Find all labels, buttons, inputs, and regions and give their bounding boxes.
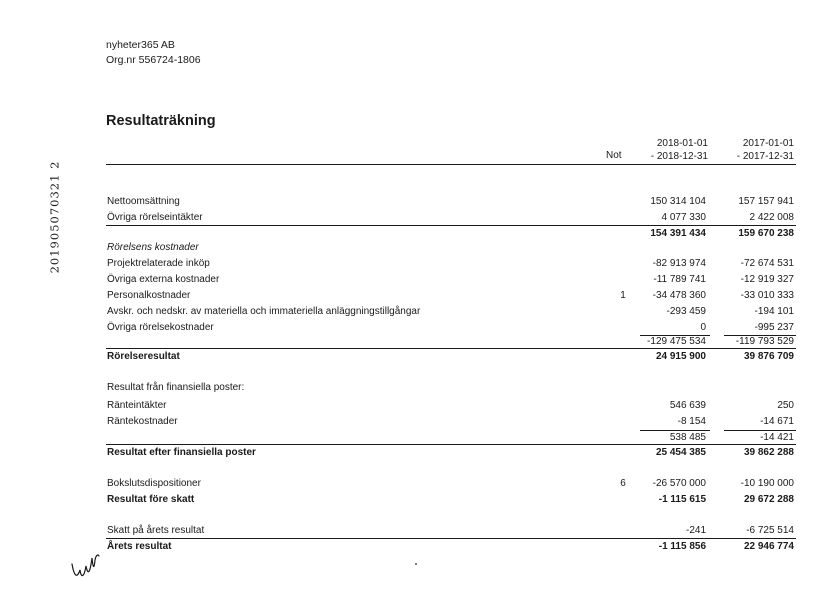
- row-value-2018: -34 478 360: [652, 290, 706, 301]
- subtotal-2017: 159 670 238: [738, 228, 794, 239]
- section-heading-row: [107, 242, 794, 258]
- row-value-2017: 157 157 941: [738, 196, 794, 207]
- rule: [106, 225, 796, 226]
- row-value-2018: 546 639: [669, 400, 706, 411]
- row-value-2018: -26 570 000: [652, 478, 706, 489]
- table-row: [107, 196, 794, 212]
- rule: [724, 430, 796, 431]
- header-rule: [106, 164, 796, 165]
- row-value-2017: -194 101: [754, 306, 794, 317]
- col1-to: - 2018-12-31: [650, 151, 708, 162]
- row-label: Nettoomsättning: [107, 196, 180, 207]
- stray-dot: [415, 563, 417, 565]
- result-row: [107, 494, 794, 510]
- row-value-2018: 25 454 385: [655, 447, 706, 458]
- row-value-2018: -293 459: [666, 306, 706, 317]
- col2-to: - 2017-12-31: [736, 151, 794, 162]
- row-label: Bokslutsdispositioner: [107, 478, 201, 489]
- subtotal-2017: -14 421: [760, 432, 794, 443]
- table-row: [107, 478, 794, 494]
- table-row: [107, 258, 794, 274]
- row-label: Skatt på årets resultat: [107, 525, 205, 536]
- company-name: nyheter365 AB: [106, 39, 175, 51]
- row-value-2018: 150 314 104: [650, 196, 706, 207]
- document-side-id: 201905070321 2: [47, 160, 62, 274]
- row-label: Ränteintäkter: [107, 400, 167, 411]
- row-label: Övriga rörelseintäkter: [107, 212, 203, 223]
- rule: [106, 348, 796, 349]
- row-value-2018: 24 915 900: [655, 351, 706, 362]
- row-label: Övriga rörelsekostnader: [107, 322, 214, 333]
- row-value-2017: 39 876 709: [743, 351, 794, 362]
- row-label: Avskr. och nedskr. av materiella och immateriella anläggningstillgångar: [107, 306, 421, 317]
- row-label: Personalkostnader: [107, 290, 191, 301]
- row-value-2017: -995 237: [754, 322, 794, 333]
- org-number: Org.nr 556724-1806: [106, 54, 201, 66]
- rule: [640, 430, 710, 431]
- row-value-2018: -82 913 974: [652, 258, 706, 269]
- note-column-header: Not: [606, 150, 622, 161]
- result-row: [107, 351, 794, 367]
- row-label: Resultat efter finansiella poster: [107, 447, 256, 458]
- row-value-2018: -8 154: [677, 416, 706, 427]
- table-row: [107, 400, 794, 416]
- row-note: 1: [620, 290, 626, 301]
- rule: [106, 538, 796, 539]
- row-value-2017: -12 919 327: [740, 274, 794, 285]
- subtotal-2018: 538 485: [669, 432, 706, 443]
- section-heading-row: [107, 382, 794, 398]
- row-value-2018: -241: [685, 525, 706, 536]
- company-block: [106, 38, 201, 68]
- table-row: [107, 306, 794, 322]
- row-value-2017: -6 725 514: [746, 525, 794, 536]
- col1-header: [648, 137, 708, 163]
- row-value-2017: 250: [777, 400, 794, 411]
- table-row: [107, 274, 794, 290]
- row-value-2017: 39 862 288: [743, 447, 794, 458]
- row-value-2017: 22 946 774: [743, 541, 794, 552]
- col2-from: 2017-01-01: [742, 138, 794, 149]
- result-row: [107, 447, 794, 463]
- handwritten-initials: [68, 546, 108, 586]
- row-value-2018: 0: [700, 322, 706, 333]
- row-note: 6: [620, 478, 626, 489]
- col1-from: 2018-01-01: [656, 138, 708, 149]
- subtotal-2017: -119 793 529: [735, 336, 794, 347]
- section-heading: Resultat från finansiella poster:: [107, 382, 245, 393]
- row-value-2018: -1 115 615: [658, 494, 706, 505]
- row-value-2017: 2 422 008: [749, 212, 794, 223]
- table-row: [107, 290, 794, 306]
- row-label: Övriga externa kostnader: [107, 274, 220, 285]
- rule: [106, 444, 796, 445]
- subtotal-2018: -129 475 534: [647, 336, 706, 347]
- row-value-2017: -10 190 000: [740, 478, 794, 489]
- row-label: Räntekostnader: [107, 416, 178, 427]
- subtotal-2018: 154 391 434: [650, 228, 706, 239]
- row-label: Rörelseresultat: [107, 351, 180, 362]
- row-label: Årets resultat: [107, 541, 172, 552]
- row-value-2017: -14 671: [760, 416, 794, 427]
- page-title: Resultaträkning: [106, 113, 216, 129]
- row-value-2017: -72 674 531: [740, 258, 794, 269]
- row-label: Projektrelaterade inköp: [107, 258, 210, 269]
- row-value-2018: -1 115 856: [658, 541, 706, 552]
- col2-header: [733, 137, 794, 163]
- row-value-2018: 4 077 330: [661, 212, 706, 223]
- subtotal-row: [107, 432, 794, 448]
- row-value-2017: -33 010 333: [740, 290, 794, 301]
- row-value-2018: -11 789 741: [653, 274, 706, 285]
- subtotal-row: [107, 336, 794, 352]
- section-heading: Rörelsens kostnader: [107, 242, 199, 253]
- result-row: [107, 541, 794, 557]
- row-label: Resultat före skatt: [107, 494, 195, 505]
- row-value-2017: 29 672 288: [743, 494, 794, 505]
